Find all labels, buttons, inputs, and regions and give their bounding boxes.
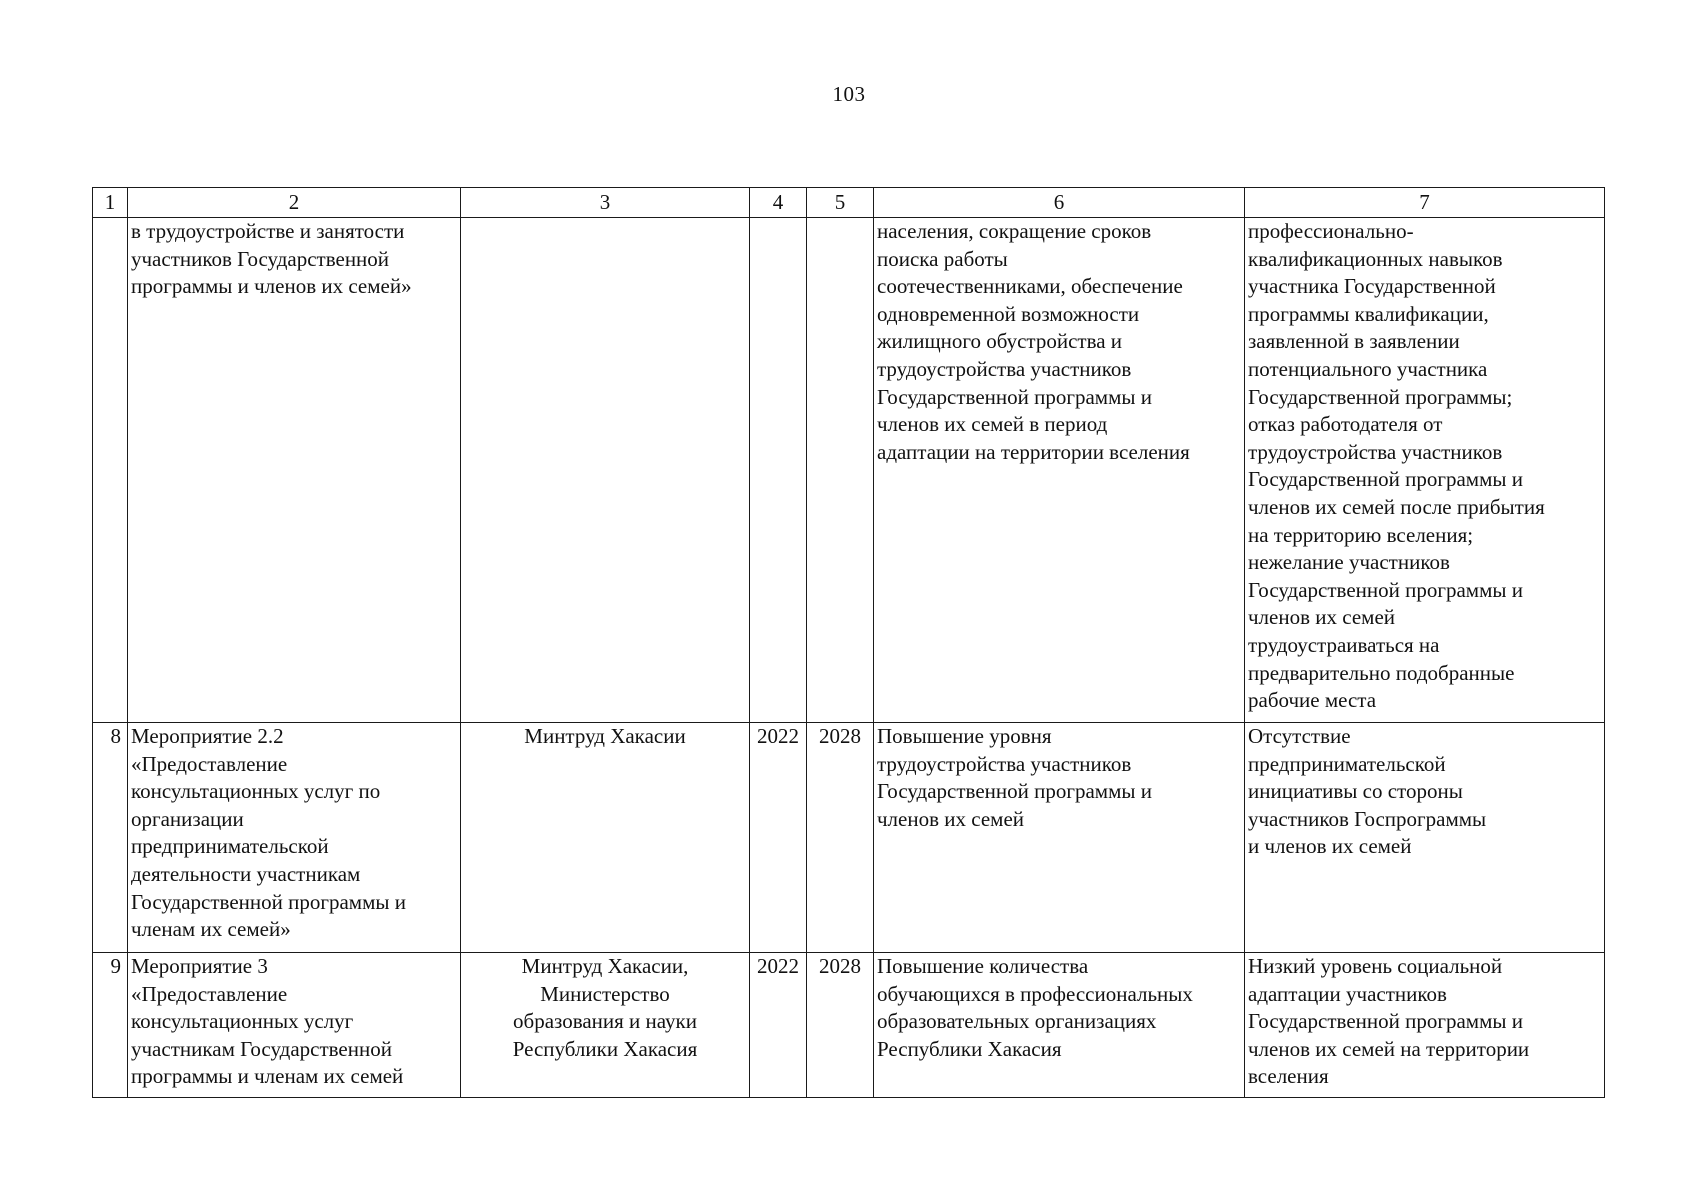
column-header-4: 4 bbox=[750, 188, 807, 218]
risks: Низкий уровень социальной адаптации участников Государственной программы и членов их семей на территории вселения bbox=[1245, 953, 1605, 1098]
column-header-5: 5 bbox=[807, 188, 874, 218]
measure-name: Мероприятие 2.2 «Предоставление консультационных услуг по организации предпринимательской деятельности участникам Государственной программы и членам их семей» bbox=[128, 723, 461, 953]
table-header-row bbox=[93, 188, 1605, 218]
table-row bbox=[93, 218, 1605, 723]
executor bbox=[461, 218, 750, 723]
row-number bbox=[93, 218, 128, 723]
start-year: 2022 bbox=[750, 953, 807, 1098]
expected-result: населения, сокращение сроков поиска работы соотечественниками, обеспечение одновременной возможности жилищного обустройства и трудоустройства участников Государственной программы и членов их семей в период адаптации на территории вселения bbox=[874, 218, 1245, 723]
page-number: 103 bbox=[832, 82, 866, 106]
expected-result: Повышение количества обучающихся в профессиональных образовательных организациях Республики Хакасия bbox=[874, 953, 1245, 1098]
column-header-1: 1 bbox=[93, 188, 128, 218]
column-header-7: 7 bbox=[1245, 188, 1605, 218]
measure-name: Мероприятие 3 «Предоставление консультационных услуг участникам Государственной программы и членам их семей bbox=[128, 953, 461, 1098]
start-year: 2022 bbox=[750, 723, 807, 953]
measure-name: в трудоустройстве и занятости участников Государственной программы и членов их семей» bbox=[128, 218, 461, 723]
row-number: 9 bbox=[93, 953, 128, 1098]
risks: Отсутствие предпринимательской инициативы со стороны участников Госпрограммы и членов их семей bbox=[1245, 723, 1605, 953]
program-measures-table bbox=[92, 187, 1605, 1098]
end-year: 2028 bbox=[807, 723, 874, 953]
end-year bbox=[807, 218, 874, 723]
table-row bbox=[93, 723, 1605, 953]
column-header-3: 3 bbox=[461, 188, 750, 218]
start-year bbox=[750, 218, 807, 723]
column-header-6: 6 bbox=[874, 188, 1245, 218]
executor: Минтруд Хакасии, Министерство образования и науки Республики Хакасия bbox=[461, 953, 750, 1098]
expected-result: Повышение уровня трудоустройства участников Государственной программы и членов их семей bbox=[874, 723, 1245, 953]
row-number: 8 bbox=[93, 723, 128, 953]
risks: профессионально- квалификационных навыков участника Государственной программы квалификации, заявленной в заявлении потенциального участника Государственной программы; отказ работодателя от трудоустройства участников Государственной программы и членов их семей после прибытия на территорию вселения; нежелание участников Государственной программы и членов их семей трудоустраиваться на предварительно подобранные рабочие места bbox=[1245, 218, 1605, 723]
table-row bbox=[93, 953, 1605, 1098]
end-year: 2028 bbox=[807, 953, 874, 1098]
column-header-2: 2 bbox=[128, 188, 461, 218]
executor: Минтруд Хакасии bbox=[461, 723, 750, 953]
